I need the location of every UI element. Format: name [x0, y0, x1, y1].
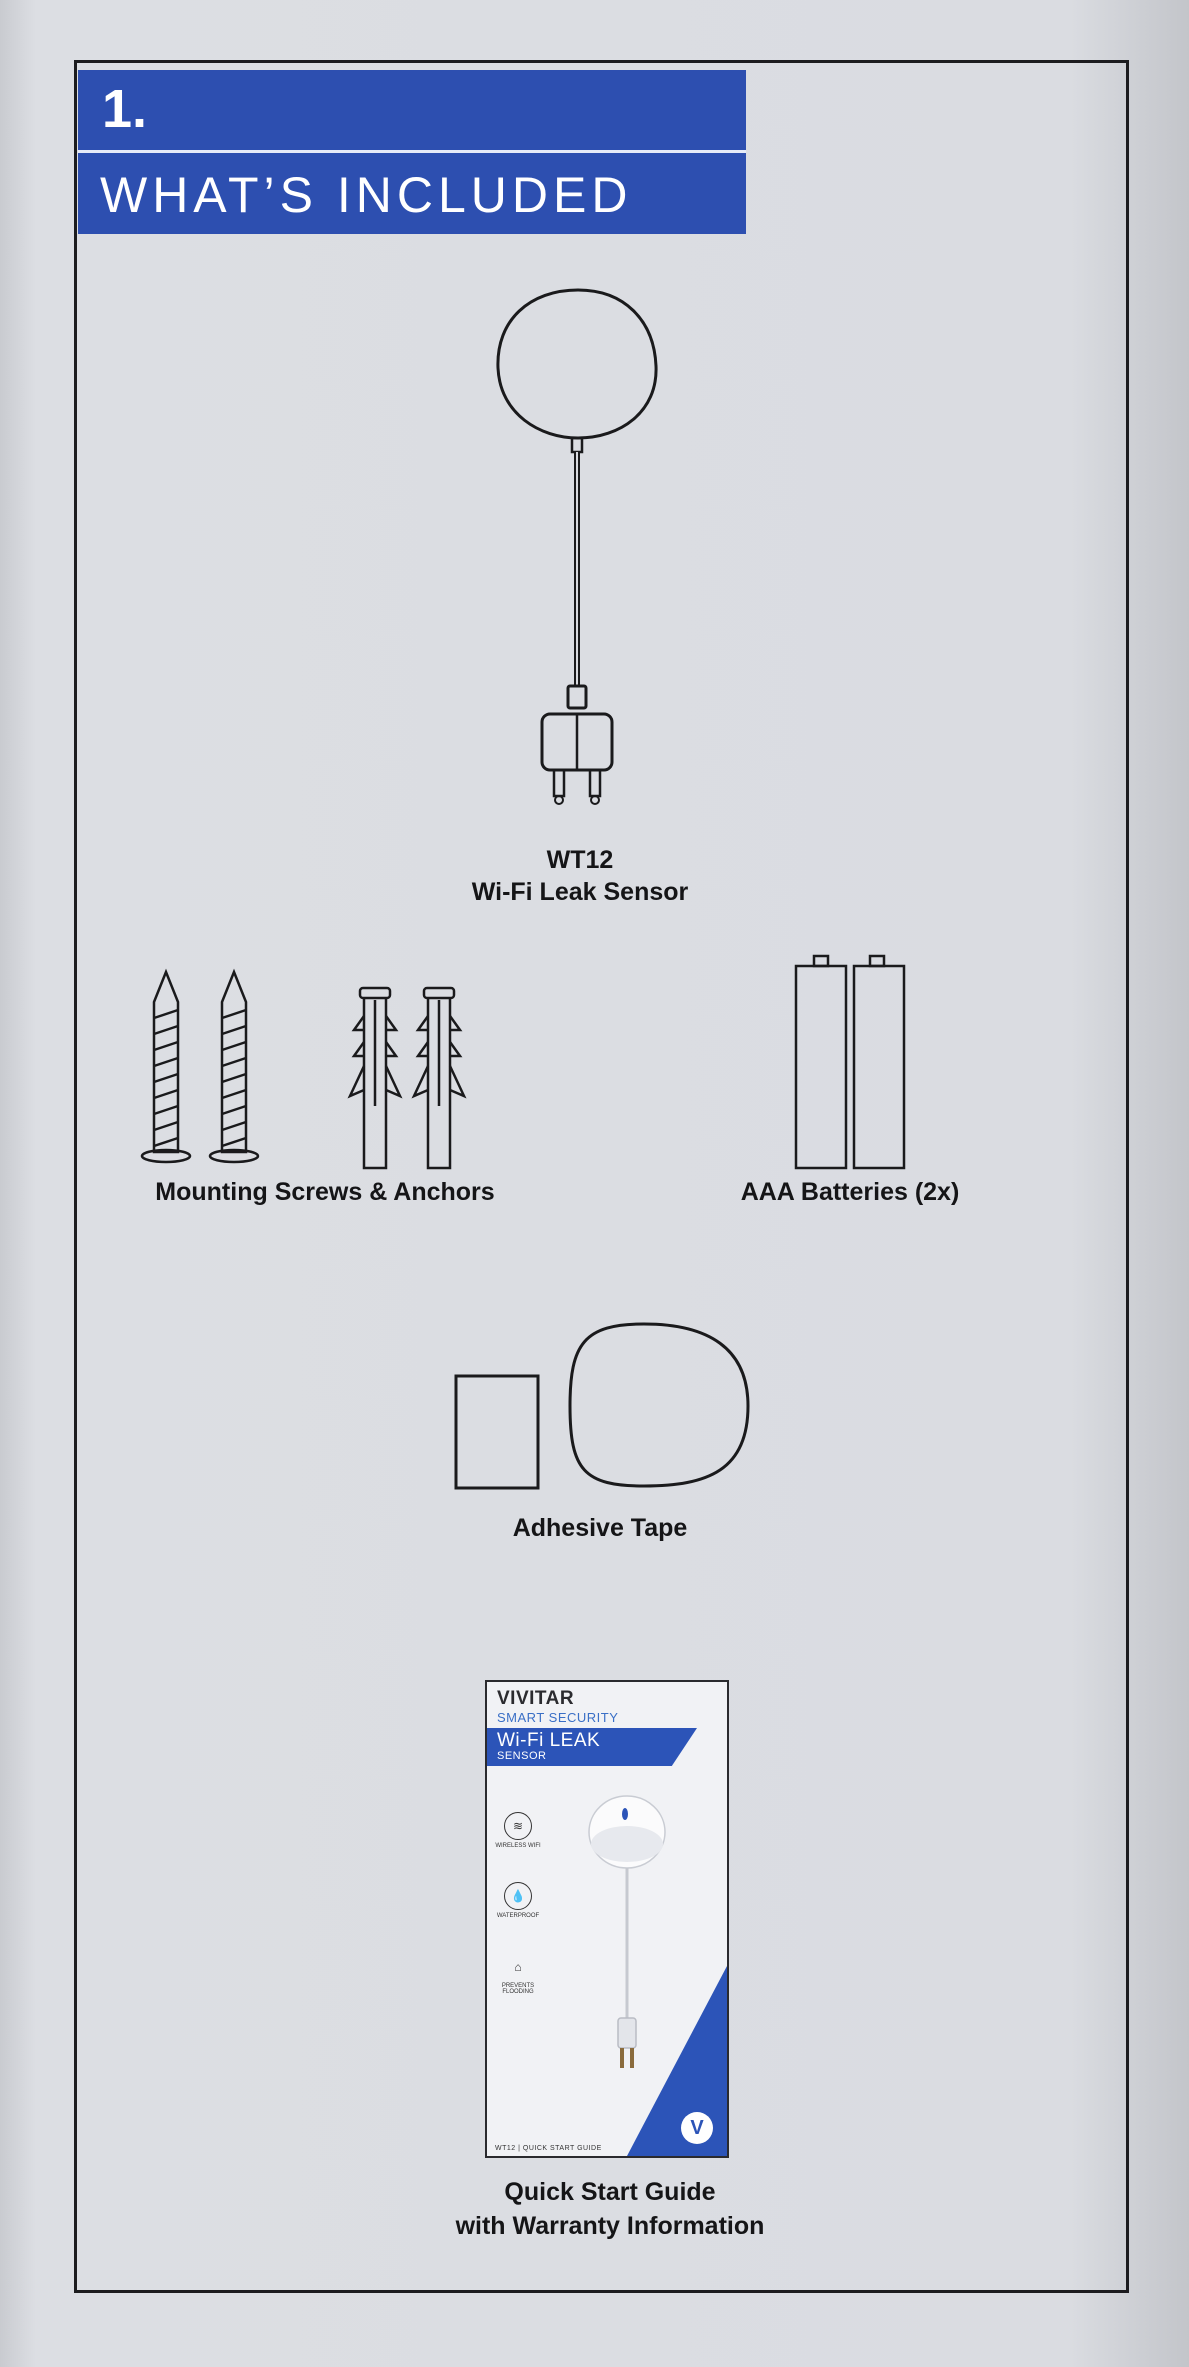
anchors-illustration: [346, 986, 486, 1172]
quick-start-guide-illustration: [485, 1680, 729, 2158]
wifi-icon: ≋: [504, 1812, 532, 1840]
booklet-brand: VIVITAR: [497, 1688, 575, 1709]
booklet-footer: WT12 | QUICK START GUIDE: [495, 2145, 602, 2152]
section-title: WHAT’S INCLUDED: [100, 167, 633, 223]
adhesive-tape-illustration: [454, 1320, 754, 1492]
section-header: [78, 70, 746, 234]
warranty-info-label: with Warranty Information: [455, 2212, 765, 2240]
step-number: 1.: [102, 79, 148, 139]
booklet-subtitle: SMART SECURITY: [497, 1710, 619, 1725]
water-drop-icon: 💧: [504, 1882, 532, 1910]
booklet-feature-waterproof: [493, 1882, 543, 1919]
booklet-feature-flooding: [493, 1954, 543, 1995]
sensor-name-label: Wi-Fi Leak Sensor: [471, 878, 689, 906]
booklet-feature-label: WATERPROOF: [496, 1913, 540, 1919]
booklet-feature-wifi: [493, 1812, 543, 1849]
booklet-sensor-image: [582, 1782, 672, 2082]
booklet-title: Wi-Fi LEAK: [497, 1730, 601, 1751]
booklet-feature-label: WIRELESS WIFI: [495, 1843, 541, 1849]
screws-anchors-label: Mounting Screws & Anchors: [155, 1178, 495, 1206]
header-divider: [78, 150, 746, 153]
adhesive-tape-label: Adhesive Tape: [512, 1514, 688, 1542]
booklet-title-secondary: SENSOR: [497, 1750, 547, 1762]
quick-start-guide-label: Quick Start Guide: [504, 2178, 716, 2206]
batteries-illustration: [794, 954, 912, 1170]
screws-illustration: [140, 968, 270, 1170]
house-icon: ⌂: [514, 1960, 522, 1974]
leak-sensor-illustration: [490, 286, 670, 816]
booklet-feature-label: PREVENTS FLOODING: [501, 1983, 535, 1995]
batteries-label: AAA Batteries (2x): [740, 1178, 960, 1206]
vivitar-logo-badge: V: [681, 2112, 713, 2144]
sensor-model-label: WT12: [546, 846, 614, 874]
